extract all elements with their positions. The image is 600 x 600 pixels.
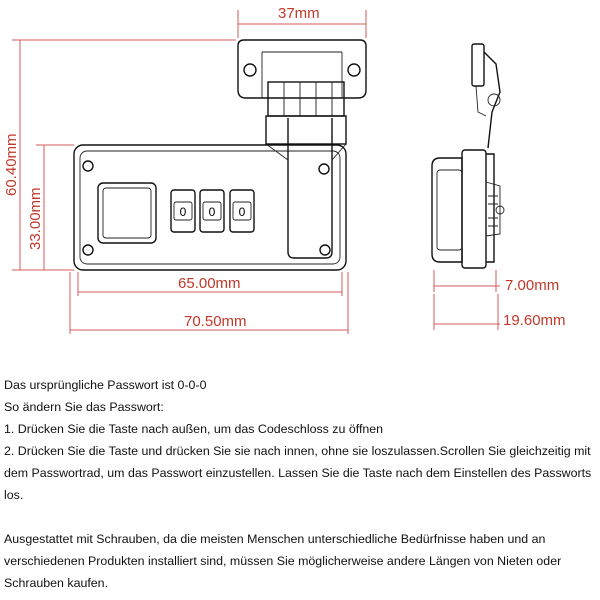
- screws-note: Ausgestattet mit Schrauben, da die meisten Menschen unterschiedliche Bedürfnisse haben und an verschiedenen Produkten installiert sind, müssen Sie möglicherweise andere Längen von Nieten oder Schrauben kaufen.: [4, 532, 562, 590]
- dim-total-width: 70.50mm: [184, 313, 247, 330]
- wheel-digit: 0: [208, 205, 216, 219]
- code-wheel: [230, 190, 254, 232]
- dimension-lines: [12, 10, 500, 334]
- description-block: [4, 374, 598, 594]
- dim-top-width: 37mm: [278, 5, 320, 22]
- side-view: [432, 44, 504, 268]
- code-wheel: [200, 190, 224, 232]
- code-wheel: [171, 190, 195, 232]
- change-password-heading: So ändern Sie das Passwort:: [4, 400, 164, 414]
- dim-side-total-depth: 19.60mm: [503, 312, 566, 329]
- spacer: [4, 506, 598, 528]
- original-password-note: Das ursprüngliche Passwort ist 0-0-0: [4, 378, 207, 392]
- wheel-digit: 0: [179, 205, 187, 219]
- dim-total-height: 60.40mm: [3, 133, 20, 196]
- dim-side-depth: 7.00mm: [505, 277, 560, 294]
- dim-plate-height: 33.00mm: [27, 187, 44, 250]
- step-two: 2. Drücken Sie die Taste und drücken Sie sie nach innen, ohne sie loszulassen.Scrollen Sie gleichzeitig mit dem Passwortrad, um das Passwort einzustellen. Lassen Sie die Taste nach dem Einstellen des Passworts los.: [4, 444, 592, 502]
- front-view: [74, 40, 366, 270]
- step-one: 1. Drücken Sie die Taste nach außen, um das Codeschloss zu öffnen: [4, 422, 384, 436]
- wheel-digit: 0: [238, 205, 246, 219]
- dim-inner-width: 65.00mm: [178, 275, 241, 292]
